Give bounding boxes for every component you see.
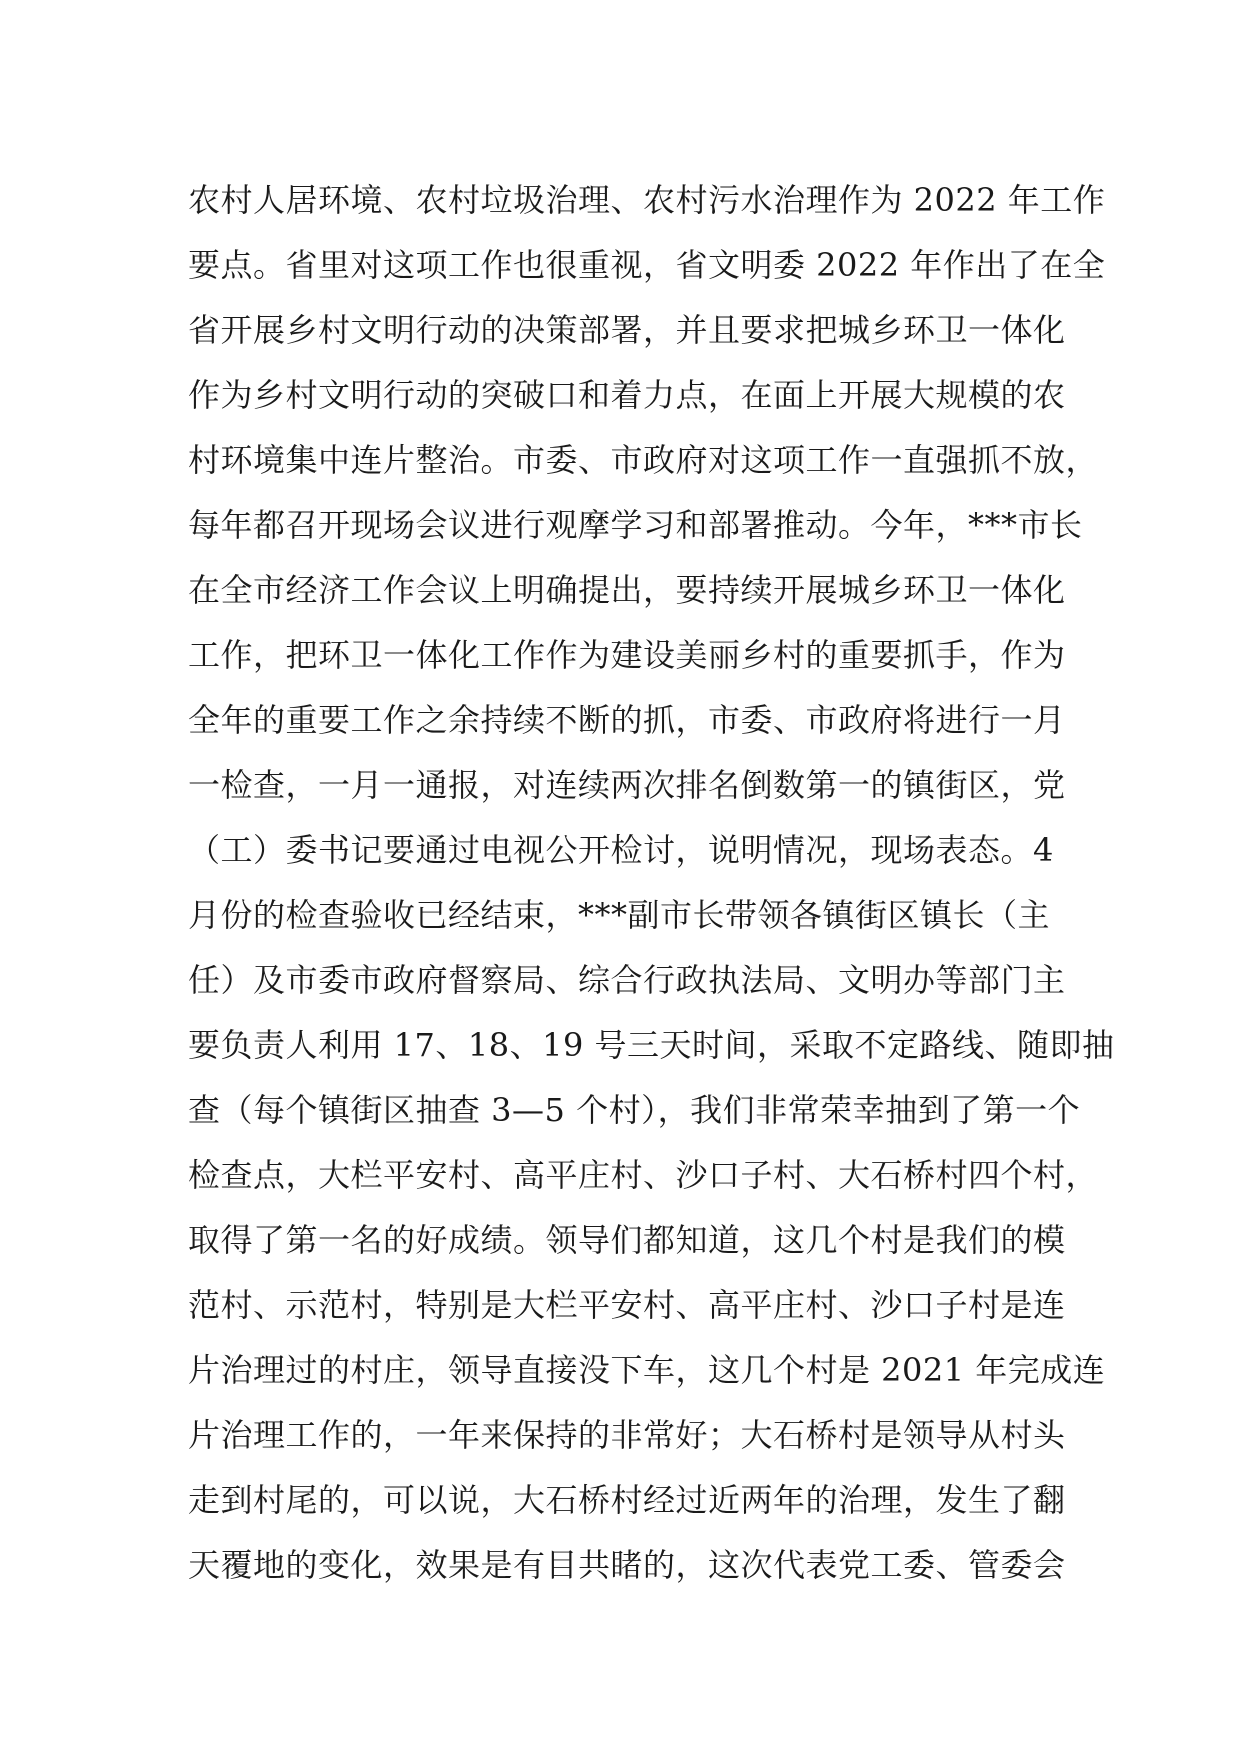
text-line: 村环境集中连片整治。市委、市政府对这项工作一直强抓不放， [188, 441, 1099, 479]
text-line: （工）委书记要通过电视公开检讨，说明情况，现场表态。4 [188, 831, 1054, 869]
text-line: 天覆地的变化，效果是有目共睹的，这次代表党工委、管委会 [188, 1546, 1066, 1584]
text-line: 范村、示范村，特别是大栏平安村、高平庄村、沙口子村是连 [188, 1286, 1066, 1324]
text-line: 要点。省里对这项工作也很重视，省文明委 2022 年作出了在全 [188, 246, 1106, 284]
text-line: 工作，把环卫一体化工作作为建设美丽乡村的重要抓手，作为 [188, 636, 1066, 674]
text-line: 检查点，大栏平安村、高平庄村、沙口子村、大石桥村四个村， [188, 1156, 1099, 1194]
text-line: 全年的重要工作之余持续不断的抓，市委、市政府将进行一月 [188, 701, 1066, 739]
text-line: 取得了第一名的好成绩。领导们都知道，这几个村是我们的模 [188, 1221, 1066, 1259]
text-line: 月份的检查验收已经结束，***副市长带领各镇街区镇长（主 [188, 896, 1051, 934]
text-line: 一检查，一月一通报，对连续两次排名倒数第一的镇街区，党 [188, 766, 1066, 804]
text-line: 走到村尾的，可以说，大石桥村经过近两年的治理，发生了翻 [188, 1481, 1066, 1519]
text-line: 要负责人利用 17、18、19 号三天时间，采取不定路线、随即抽 [188, 1026, 1115, 1064]
text-line: 查（每个镇街区抽查 3—5 个村），我们非常荣幸抽到了第一个 [188, 1091, 1081, 1129]
body-text [188, 168, 1115, 1598]
text-line: 片治理过的村庄，领导直接没下车，这几个村是 2021 年完成连 [188, 1351, 1106, 1389]
text-line: 每年都召开现场会议进行观摩学习和部署推动。今年，***市长 [188, 506, 1083, 544]
text-line: 作为乡村文明行动的突破口和着力点，在面上开展大规模的农 [188, 376, 1066, 414]
text-line: 任）及市委市政府督察局、综合行政执法局、文明办等部门主 [188, 961, 1066, 999]
text-line: 省开展乡村文明行动的决策部署，并且要求把城乡环卫一体化 [188, 311, 1066, 349]
text-line: 在全市经济工作会议上明确提出，要持续开展城乡环卫一体化 [188, 571, 1066, 609]
text-line: 片治理工作的，一年来保持的非常好；大石桥村是领导从村头 [188, 1416, 1066, 1454]
text-line: 农村人居环境、农村垃圾治理、农村污水治理作为 2022 年工作 [188, 181, 1106, 219]
